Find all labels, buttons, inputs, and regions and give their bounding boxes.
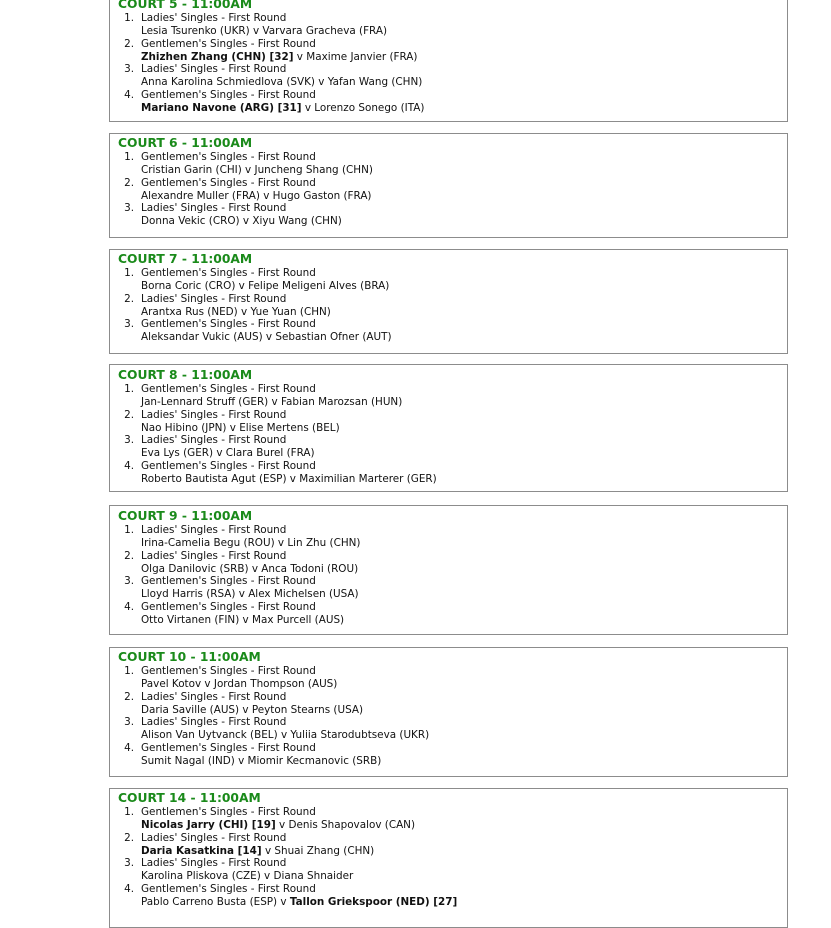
match-number: 3.: [124, 857, 134, 870]
match-event: Ladies' Singles - First Round: [141, 63, 287, 76]
match-event: Ladies' Singles - First Round: [141, 716, 287, 729]
match-players: [141, 25, 387, 37]
match-number: 1.: [124, 383, 134, 395]
match-event: Gentlemen's Singles - First Round: [141, 176, 316, 189]
player-text: Pavel Kotov v Jordan Thompson (AUS): [141, 678, 338, 690]
seeded-player-name: Mariano Navone (ARG) [31]: [141, 101, 302, 114]
match-players: [141, 845, 374, 857]
match-players: [141, 306, 331, 318]
match-players: [141, 422, 340, 434]
match-number: 3.: [124, 63, 134, 76]
match-event: Gentlemen's Singles - First Round: [141, 318, 316, 331]
player-text: Jan-Lennard Struff (GER) v Fabian Marozsan (HUN): [141, 396, 403, 408]
match-event: Ladies' Singles - First Round: [141, 690, 287, 703]
match-number: 4.: [124, 459, 134, 472]
match-event: Gentlemen's Singles - First Round: [141, 383, 316, 395]
player-text: Olga Danilovic (SRB) v Anca Todoni (ROU): [141, 562, 359, 575]
match-number: 2.: [124, 292, 134, 305]
match-number: 3.: [124, 318, 134, 331]
match-players: [141, 447, 315, 459]
match-number: 3.: [124, 202, 134, 215]
match-event: Gentlemen's Singles - First Round: [141, 882, 316, 895]
match-players: [141, 729, 429, 741]
match-event: Ladies' Singles - First Round: [141, 408, 287, 421]
match-event: Ladies' Singles - First Round: [141, 524, 287, 536]
match-event: Ladies' Singles - First Round: [141, 292, 287, 305]
player-text: Eva Lys (GER) v Clara Burel (FRA): [141, 447, 315, 460]
court-title: COURT 7 - 11:00AM: [118, 252, 253, 266]
match-event: Ladies' Singles - First Round: [141, 202, 287, 215]
player-text: Sumit Nagal (IND) v Miomir Kecmanovic (SRB): [141, 754, 382, 767]
match-number: 1.: [124, 806, 134, 818]
match-event: Gentlemen's Singles - First Round: [141, 37, 316, 50]
player-text: Aleksandar Vukic (AUS) v Sebastian Ofner (AUT): [141, 331, 392, 344]
match-number: 2.: [124, 408, 134, 421]
player-text: v Shuai Zhang (CHN): [261, 844, 375, 857]
match-number: 4.: [124, 882, 134, 895]
match-players: [141, 473, 437, 485]
player-text: Roberto Bautista Agut (ESP) v Maximilian Marterer (GER): [141, 472, 437, 485]
match-number: 3.: [124, 716, 134, 729]
match-players: [141, 678, 337, 690]
match-event: Gentlemen's Singles - First Round: [141, 741, 316, 754]
player-text: Otto Virtanen (FIN) v Max Purcell (AUS): [141, 613, 345, 626]
match-number: 2.: [124, 831, 134, 844]
match-players: [141, 870, 353, 882]
match-players: [141, 563, 358, 575]
court-title: COURT 8 - 11:00AM: [118, 368, 253, 382]
match-number: 4.: [124, 600, 134, 613]
match-event: Gentlemen's Singles - First Round: [141, 88, 316, 101]
player-text: Lesia Tsurenko (UKR) v Varvara Gracheva (FRA): [141, 25, 388, 37]
seeded-player-name: Zhizhen Zhang (CHN) [32]: [141, 50, 294, 63]
match-players: [141, 164, 373, 176]
match-event: Gentlemen's Singles - First Round: [141, 267, 316, 279]
match-event: Ladies' Singles - First Round: [141, 831, 287, 844]
match-number: 1.: [124, 524, 134, 536]
player-text: Karolina Pliskova (CZE) v Diana Shnaider: [141, 870, 354, 883]
player-text: Alexandre Muller (FRA) v Hugo Gaston (FRA): [141, 189, 372, 202]
player-text: v Lorenzo Sonego (ITA): [301, 101, 425, 114]
match-players: [141, 190, 371, 202]
match-number: 1.: [124, 267, 134, 279]
match-event: Gentlemen's Singles - First Round: [141, 575, 316, 588]
player-text: Daria Saville (AUS) v Peyton Stearns (USA): [141, 703, 364, 716]
match-players: [141, 280, 389, 292]
player-text: v Denis Shapovalov (CAN): [275, 819, 416, 831]
match-event: Gentlemen's Singles - First Round: [141, 459, 316, 472]
match-players: [141, 76, 422, 88]
court-section: [109, 133, 788, 238]
match-number: 1.: [124, 665, 134, 677]
match-event: Gentlemen's Singles - First Round: [141, 665, 316, 677]
match-players: [141, 215, 342, 227]
court-section: [109, 249, 788, 354]
match-number: 3.: [124, 434, 134, 447]
seeded-player-name: Nicolas Jarry (CHI) [19]: [141, 819, 276, 831]
court-title: COURT 10 - 11:00AM: [118, 650, 261, 664]
court-section: [109, 505, 788, 635]
match-players: [141, 819, 415, 831]
player-text: Donna Vekic (CRO) v Xiyu Wang (CHN): [141, 215, 342, 228]
match-players: [141, 704, 363, 716]
match-number: 2.: [124, 690, 134, 703]
match-players: [141, 51, 417, 63]
match-players: [141, 614, 344, 626]
court-title: COURT 14 - 11:00AM: [118, 791, 261, 805]
player-text: Pablo Carreno Busta (ESP) v: [141, 895, 290, 908]
match-event: Ladies' Singles - First Round: [141, 434, 287, 447]
court-title: COURT 5 - 11:00AM: [118, 0, 253, 11]
court-section: [109, 788, 788, 928]
match-players: [141, 102, 424, 114]
match-number: 2.: [124, 176, 134, 189]
court-title: COURT 9 - 11:00AM: [118, 509, 253, 523]
match-players: [141, 537, 360, 549]
match-players: [141, 755, 381, 767]
seeded-player-name: Daria Kasatkina [14]: [141, 844, 262, 857]
match-event: Gentlemen's Singles - First Round: [141, 600, 316, 613]
player-text: Lloyd Harris (RSA) v Alex Michelsen (USA): [141, 588, 359, 601]
player-text: Alison Van Uytvanck (BEL) v Yuliia Starodubtseva (UKR): [141, 729, 430, 742]
match-players: [141, 588, 359, 600]
court-section: [109, 0, 788, 122]
match-players: [141, 396, 402, 408]
court-title: COURT 6 - 11:00AM: [118, 136, 253, 150]
match-number: 2.: [124, 549, 134, 562]
match-number: 4.: [124, 88, 134, 101]
match-number: 4.: [124, 741, 134, 754]
match-number: 3.: [124, 575, 134, 588]
match-event: Ladies' Singles - First Round: [141, 12, 287, 24]
player-text: Borna Coric (CRO) v Felipe Meligeni Alves (BRA): [141, 280, 390, 292]
player-text: Arantxa Rus (NED) v Yue Yuan (CHN): [141, 305, 331, 318]
match-players: [141, 896, 457, 908]
match-event: Gentlemen's Singles - First Round: [141, 151, 316, 163]
match-number: 1.: [124, 12, 134, 24]
player-text: Nao Hibino (JPN) v Elise Mertens (BEL): [141, 421, 340, 434]
player-text: Cristian Garin (CHI) v Juncheng Shang (CHN): [141, 164, 373, 176]
player-text: Irina-Camelia Begu (ROU) v Lin Zhu (CHN): [141, 537, 361, 549]
court-section: [109, 647, 788, 777]
match-event: Ladies' Singles - First Round: [141, 857, 287, 870]
match-number: 2.: [124, 37, 134, 50]
match-event: Gentlemen's Singles - First Round: [141, 806, 316, 818]
match-number: 1.: [124, 151, 134, 163]
seeded-player-name: Tallon Griekspoor (NED) [27]: [289, 895, 458, 908]
court-section: [109, 364, 788, 492]
player-text: Anna Karolina Schmiedlova (SVK) v Yafan Wang (CHN): [141, 76, 423, 89]
match-players: [141, 331, 392, 343]
player-text: v Maxime Janvier (FRA): [293, 50, 418, 63]
match-event: Ladies' Singles - First Round: [141, 549, 287, 562]
